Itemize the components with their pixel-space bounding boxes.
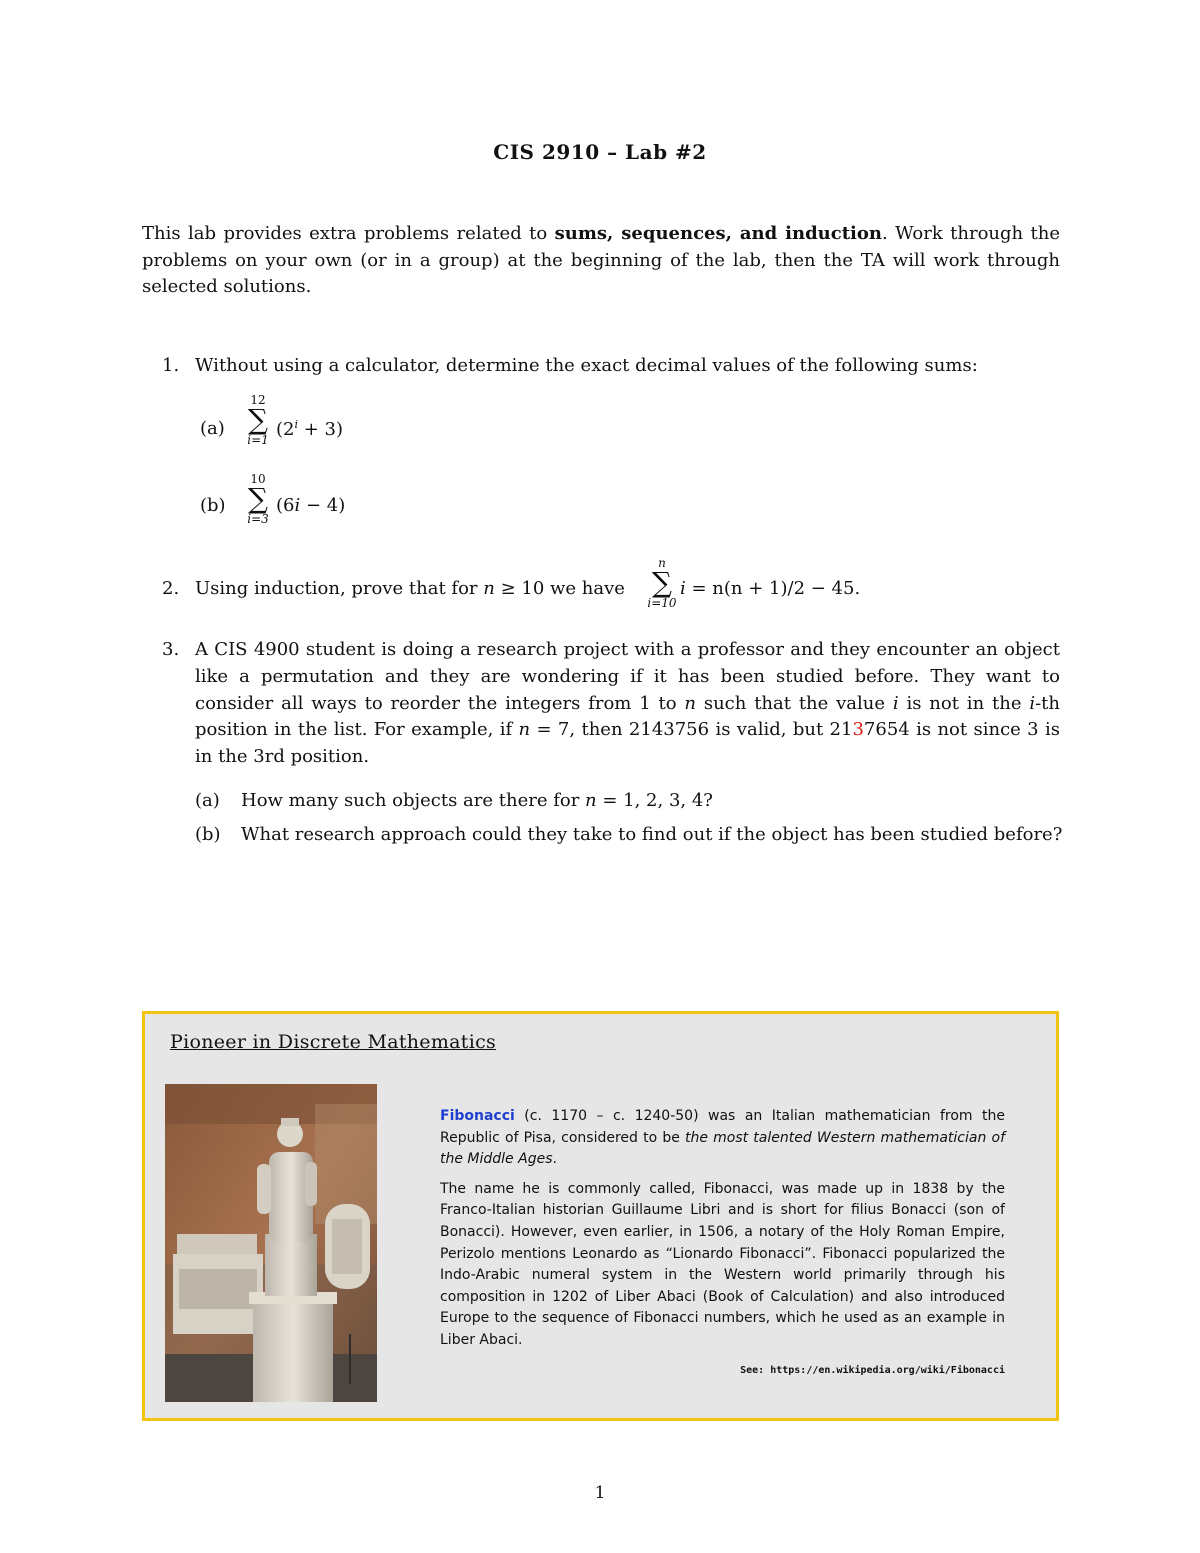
- summand-expression: $(2^i + 3)$: [276, 418, 344, 440]
- question-number: 1.: [162, 355, 180, 376]
- sum-upper-limit: 10: [250, 472, 266, 486]
- sum-lower-limit: i=10: [647, 596, 677, 610]
- question-3a: (a) How many such objects are there for n = 1, 2, 3, 4?: [195, 790, 713, 811]
- summand-expression: (6i − 4): [276, 495, 346, 516]
- page-number: 1: [594, 1483, 606, 1503]
- question-3b: (b) What research approach could they take to find out if the object has been studied before?: [195, 824, 1063, 845]
- bio-paragraph-1: Fibonacci (c. 1170 – c. 1240-50) was an Italian mathematician from the Republic of Pisa, considered to be the most talented Western mathematician of the Middle Ages.: [440, 1108, 1005, 1168]
- page-title: CIS 2910 – Lab #2: [493, 140, 707, 164]
- sum-formula: i = n(n + 1)/2 − 45.: [680, 578, 861, 599]
- sum-lower-limit: i=3: [247, 512, 269, 526]
- sub-label: (b): [200, 495, 226, 516]
- summation-sign: [642, 556, 682, 610]
- question-text: Without using a calculator, determine the exact decimal values of the following sums:: [195, 355, 978, 376]
- sigma-symbol: ∑: [652, 566, 672, 599]
- question-number: 2.: [162, 578, 180, 599]
- fibonacci-statue-photo: [165, 1084, 377, 1402]
- sub-label: (a): [195, 790, 220, 811]
- question-3-text: A CIS 4900 student is doing a research project with a professor and they encounter an object like a permutation and they are wondering if it has been studied before. They want to consider all ways to reorder the integers from 1 to n such that the value i is not in the i-th position in the list. For example, if n = 7, then 2143756 is valid, but 2137654 is not since 3 is in the 3rd position.: [195, 639, 1061, 768]
- pioneer-title: Pioneer in Discrete Mathematics: [170, 1031, 497, 1053]
- intro-paragraph: This lab provides extra problems related to sums, sequences, and induction. Work through the problems on your own (or in a group) at the beginning of the lab, then the TA will work through selected solutions.: [142, 223, 1061, 297]
- summation-sign: [238, 393, 278, 447]
- bio-paragraph-2: The name he is commonly called, Fibonacci, was made up in 1838 by the Franco-Italian historian Guillaume Libri and is short for filius Bonacci (son of Bonacci). However, even earlier, in 1506, a notary of the Holy Roman Empire, Perizolo mentions Leonardo as “Lionardo Fibonacci”. Fibonacci popularized the Indo-Arabic numeral system in the Western world primarily through his composition in 1202 of Liber Abaci (Book of Calculation) and also introduced Europe to the sequence of Fibonacci numbers, which he used as an example in Liber Abaci.: [440, 1180, 1005, 1348]
- sum-upper-limit: 12: [250, 393, 266, 407]
- summation-sign: [238, 472, 278, 526]
- fibonacci-bio: [440, 1106, 1005, 1381]
- intro-bold-topics: sums, sequences, and induction: [554, 223, 882, 244]
- pioneer-box: [142, 1011, 1059, 1421]
- wikipedia-reference-link[interactable]: See: https://en.wikipedia.org/wiki/Fibonacci: [740, 1364, 1005, 1376]
- highlighted-digit: 3: [852, 719, 864, 741]
- sigma-symbol: ∑: [248, 403, 268, 436]
- sum-lower-limit: i=1: [247, 433, 269, 447]
- sub-label: (a): [200, 418, 225, 439]
- sigma-symbol: ∑: [248, 482, 268, 515]
- question-number: 3.: [162, 639, 180, 660]
- sum-upper-limit: n: [658, 556, 666, 570]
- fibonacci-name-link[interactable]: Fibonacci: [440, 1108, 515, 1124]
- question-text: Using induction, prove that for n ≥ 10 we have: [195, 578, 625, 599]
- sub-label: (b): [195, 824, 221, 845]
